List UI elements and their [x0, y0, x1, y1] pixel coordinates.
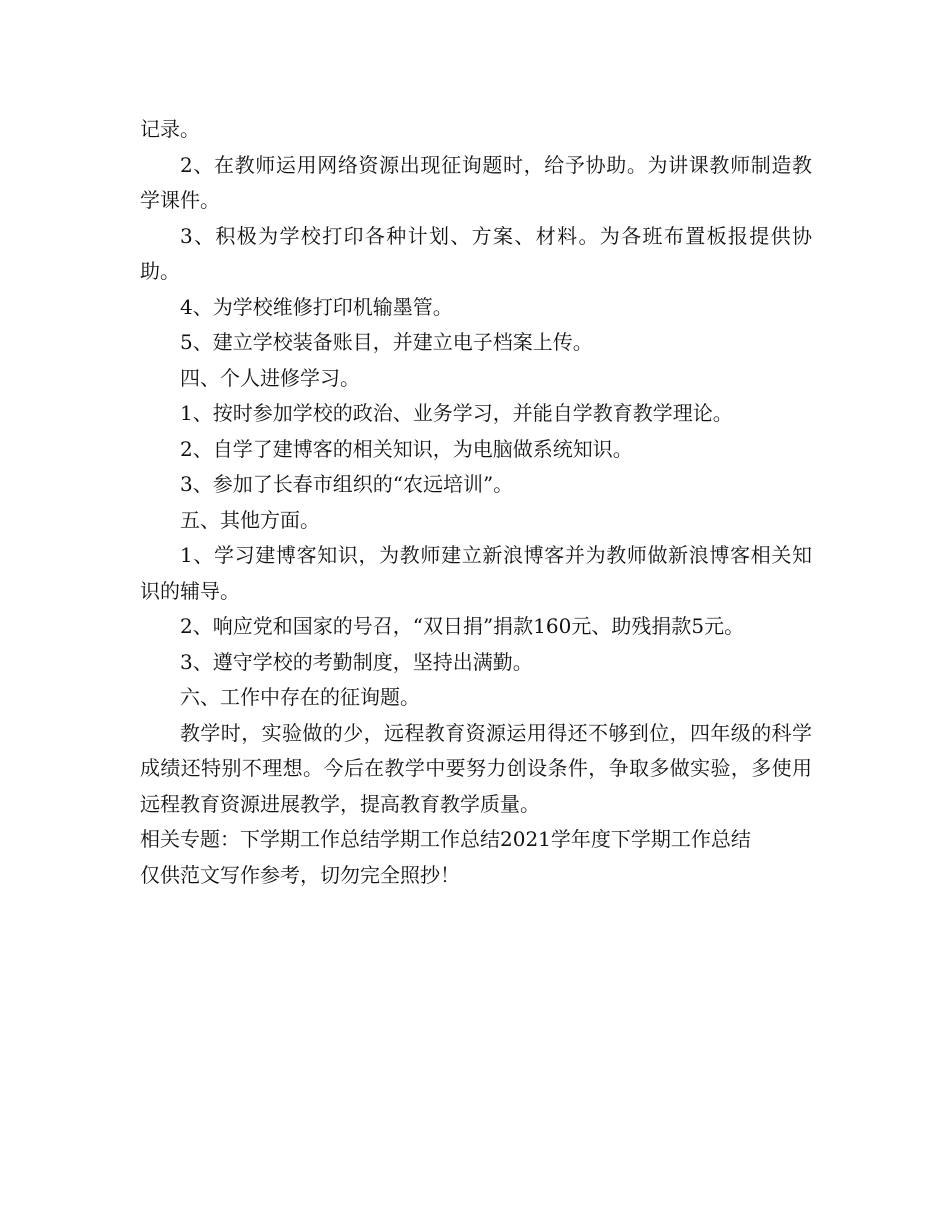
disclaimer: 仅供范文写作参考，切勿完全照抄！ [140, 862, 460, 887]
paragraph: 记录。 [140, 117, 200, 141]
paragraph: 2、在教师运用网络资源出现征询题时，给予协助。为讲课教师制造教学课件。 [140, 152, 812, 212]
paragraph: 5、建立学校装备账目，并建立电子档案上传。 [180, 330, 593, 354]
paragraph: 3、积极为学校打印各种计划、方案、材料。为各班布置板报提供协助。 [140, 223, 812, 283]
paragraph: 2、自学了建博客的相关知识，为电脑做系统知识。 [180, 436, 633, 461]
paragraph: 3、参加了长春市组织的“农远培训”。 [180, 472, 514, 496]
paragraph: 2、响应党和国家的号召，“双日捐”捐款160元、助残捐款5元。 [180, 614, 745, 638]
paragraph: 1、学习建博客知识，为教师建立新浪博客并为教师做新浪博客相关知识的辅导。 [140, 543, 812, 603]
paragraph: 1、按时参加学校的政治、业务学习，并能自学教育教学理论。 [180, 401, 733, 425]
paragraph: 3、遵守学校的考勤制度，坚持出满勤。 [180, 649, 533, 674]
paragraph: 教学时，实验做的少，远程教育资源运用得还不够到位，四年级的科学成绩还特别不理想。今后在教学中要努力创设条件，争取多做实验，多使用远程教育资源进展教学，提高教育教学质量。 [140, 720, 812, 816]
section-heading: 六、工作中存在的征询题。 [180, 685, 420, 709]
related-topics: 相关专题：下学期工作总结学期工作总结2021学年度下学期工作总结 [140, 827, 751, 851]
paragraph: 4、为学校维修打印机输墨管。 [180, 294, 453, 319]
section-heading: 四、个人进修学习。 [180, 365, 360, 390]
document-body [140, 112, 812, 893]
section-heading: 五、其他方面。 [180, 507, 320, 532]
